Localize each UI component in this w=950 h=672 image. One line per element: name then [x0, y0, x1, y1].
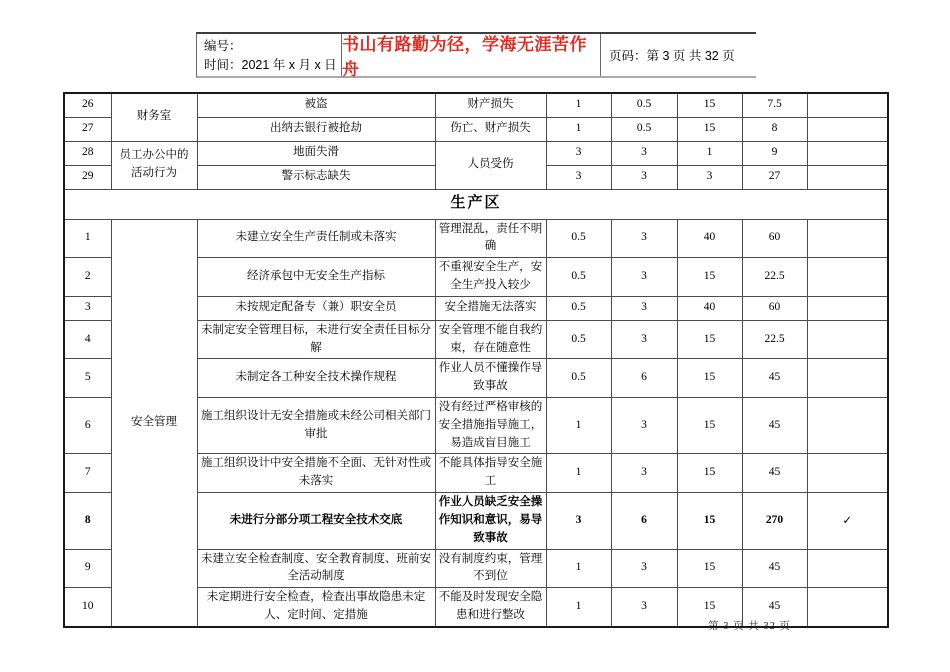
table-row — [64, 219, 888, 258]
cell-consequence: 不能及时发现安全隐患和进行整改 — [435, 588, 546, 627]
cell-c: 15 — [677, 398, 742, 454]
cell-e: 3 — [611, 165, 677, 189]
cell-d: 45 — [742, 454, 807, 493]
page-number-footer: 第 3 页 共 32 页 — [708, 621, 791, 632]
cell-no: 8 — [64, 493, 111, 549]
cell-consequence: 不能具体指导安全施工 — [435, 454, 546, 493]
cell-consequence: 没有经过严格审核的安全措施指导施工，易造成盲目施工 — [435, 398, 546, 454]
cell-category: 财务室 — [111, 93, 197, 141]
cell-check — [807, 454, 888, 493]
cell-consequence: 作业人员不懂操作导致事故 — [435, 359, 546, 398]
cell-l: 3 — [546, 141, 611, 165]
cell-no: 26 — [64, 93, 111, 117]
cell-no: 29 — [64, 165, 111, 189]
cell-d: 9 — [742, 141, 807, 165]
cell-d: 27 — [742, 165, 807, 189]
cell-hazard: 未定期进行安全检查，检查出事故隐患未定人、定时间、定措施 — [197, 588, 435, 627]
cell-d: 22.5 — [742, 258, 807, 297]
risk-assessment-table — [63, 92, 889, 628]
cell-d: 45 — [742, 398, 807, 454]
cell-l: 3 — [546, 493, 611, 549]
cell-hazard: 施工组织设计无安全措施或未经公司相关部门审批 — [197, 398, 435, 454]
cell-l: 1 — [546, 398, 611, 454]
cell-d: 60 — [742, 219, 807, 258]
document-header — [196, 32, 756, 78]
doc-code-label: 编号： — [204, 39, 242, 53]
cell-c: 15 — [677, 258, 742, 297]
cell-consequence: 人员受伤 — [435, 141, 546, 189]
cell-check — [807, 588, 888, 627]
cell-l: 0.5 — [546, 219, 611, 258]
cell-no: 2 — [64, 258, 111, 297]
cell-e: 3 — [611, 398, 677, 454]
section-title: 生产区 — [64, 189, 888, 219]
cell-c: 15 — [677, 493, 742, 549]
doc-page-label: 页码：第 3 页 共 32 页 — [609, 49, 735, 63]
cell-no: 1 — [64, 219, 111, 258]
cell-d: 45 — [742, 588, 807, 627]
cell-c: 15 — [677, 359, 742, 398]
cell-d: 45 — [742, 549, 807, 588]
cell-e: 3 — [611, 296, 677, 320]
cell-c: 40 — [677, 296, 742, 320]
cell-l: 0.5 — [546, 320, 611, 359]
cell-check — [807, 141, 888, 165]
cell-no: 3 — [64, 296, 111, 320]
cell-e: 3 — [611, 454, 677, 493]
cell-hazard: 未进行分部分项工程安全技术交底 — [197, 493, 435, 549]
cell-l: 0.5 — [546, 258, 611, 297]
cell-consequence: 伤亡、财产损失 — [435, 117, 546, 141]
cell-e: 3 — [611, 588, 677, 627]
cell-d: 22.5 — [742, 320, 807, 359]
cell-hazard: 未建立安全检查制度、安全教育制度、班前安全活动制度 — [197, 549, 435, 588]
cell-d: 60 — [742, 296, 807, 320]
cell-c: 15 — [677, 93, 742, 117]
cell-c: 15 — [677, 588, 742, 627]
cell-e: 3 — [611, 258, 677, 297]
cell-l: 3 — [546, 165, 611, 189]
cell-d: 45 — [742, 359, 807, 398]
cell-e: 3 — [611, 320, 677, 359]
cell-no: 4 — [64, 320, 111, 359]
cell-no: 9 — [64, 549, 111, 588]
doc-time-label: 时间：2021 年 x 月 x 日 — [204, 58, 337, 73]
cell-no: 27 — [64, 117, 111, 141]
cell-category: 安全管理 — [111, 219, 197, 627]
cell-consequence: 安全管理不能自我约束，存在随意性 — [435, 320, 546, 359]
cell-check — [807, 93, 888, 117]
cell-e: 3 — [611, 141, 677, 165]
cell-consequence: 财产损失 — [435, 93, 546, 117]
cell-e: 0.5 — [611, 93, 677, 117]
cell-hazard: 未制定安全管理目标，未进行安全责任目标分解 — [197, 320, 435, 359]
cell-check — [807, 359, 888, 398]
cell-hazard: 警示标志缺失 — [197, 165, 435, 189]
cell-no: 5 — [64, 359, 111, 398]
cell-c: 40 — [677, 219, 742, 258]
cell-d: 270 — [742, 493, 807, 549]
header-code-time-cell — [197, 34, 342, 76]
cell-check — [807, 117, 888, 141]
cell-d: 8 — [742, 117, 807, 141]
doc-motto: 书山有路勤为径，学海无涯苦作舟 — [342, 34, 601, 76]
cell-c: 15 — [677, 320, 742, 359]
cell-category: 员工办公中的活动行为 — [111, 141, 197, 189]
cell-l: 1 — [546, 549, 611, 588]
check-mark: ✓ — [807, 493, 888, 549]
cell-check — [807, 296, 888, 320]
cell-hazard: 被盗 — [197, 93, 435, 117]
cell-c: 3 — [677, 165, 742, 189]
cell-check — [807, 320, 888, 359]
cell-l: 1 — [546, 93, 611, 117]
cell-check — [807, 165, 888, 189]
cell-l: 1 — [546, 117, 611, 141]
cell-consequence: 作业人员缺乏安全操作知识和意识，易导致事故 — [435, 493, 546, 549]
table-row — [64, 141, 888, 165]
cell-no: 10 — [64, 588, 111, 627]
cell-check — [807, 549, 888, 588]
cell-c: 15 — [677, 454, 742, 493]
cell-e: 3 — [611, 549, 677, 588]
cell-no: 7 — [64, 454, 111, 493]
cell-consequence: 没有制度约束，管理不到位 — [435, 549, 546, 588]
cell-e: 3 — [611, 219, 677, 258]
cell-e: 0.5 — [611, 117, 677, 141]
cell-check — [807, 398, 888, 454]
cell-check — [807, 219, 888, 258]
cell-d: 7.5 — [742, 93, 807, 117]
cell-l: 0.5 — [546, 359, 611, 398]
cell-hazard: 经济承包中无安全生产指标 — [197, 258, 435, 297]
cell-check — [807, 258, 888, 297]
cell-c: 15 — [677, 117, 742, 141]
cell-c: 15 — [677, 549, 742, 588]
cell-l: 1 — [546, 588, 611, 627]
cell-consequence: 安全措施无法落实 — [435, 296, 546, 320]
cell-hazard: 未制定各工种安全技术操作规程 — [197, 359, 435, 398]
cell-consequence: 不重视安全生产，安全生产投入较少 — [435, 258, 546, 297]
cell-hazard: 施工组织设计中安全措施不全面、无针对性或未落实 — [197, 454, 435, 493]
cell-e: 6 — [611, 493, 677, 549]
cell-no: 6 — [64, 398, 111, 454]
cell-no: 28 — [64, 141, 111, 165]
cell-l: 0.5 — [546, 296, 611, 320]
cell-l: 1 — [546, 454, 611, 493]
table-row — [64, 93, 888, 117]
section-header-row — [64, 189, 888, 219]
cell-hazard: 地面失滑 — [197, 141, 435, 165]
cell-hazard: 出纳去银行被抢劫 — [197, 117, 435, 141]
cell-c: 1 — [677, 141, 742, 165]
cell-consequence: 管理混乱，责任不明确 — [435, 219, 546, 258]
cell-e: 6 — [611, 359, 677, 398]
cell-hazard: 未按规定配备专（兼）职安全员 — [197, 296, 435, 320]
cell-hazard: 未建立安全生产责任制或未落实 — [197, 219, 435, 258]
